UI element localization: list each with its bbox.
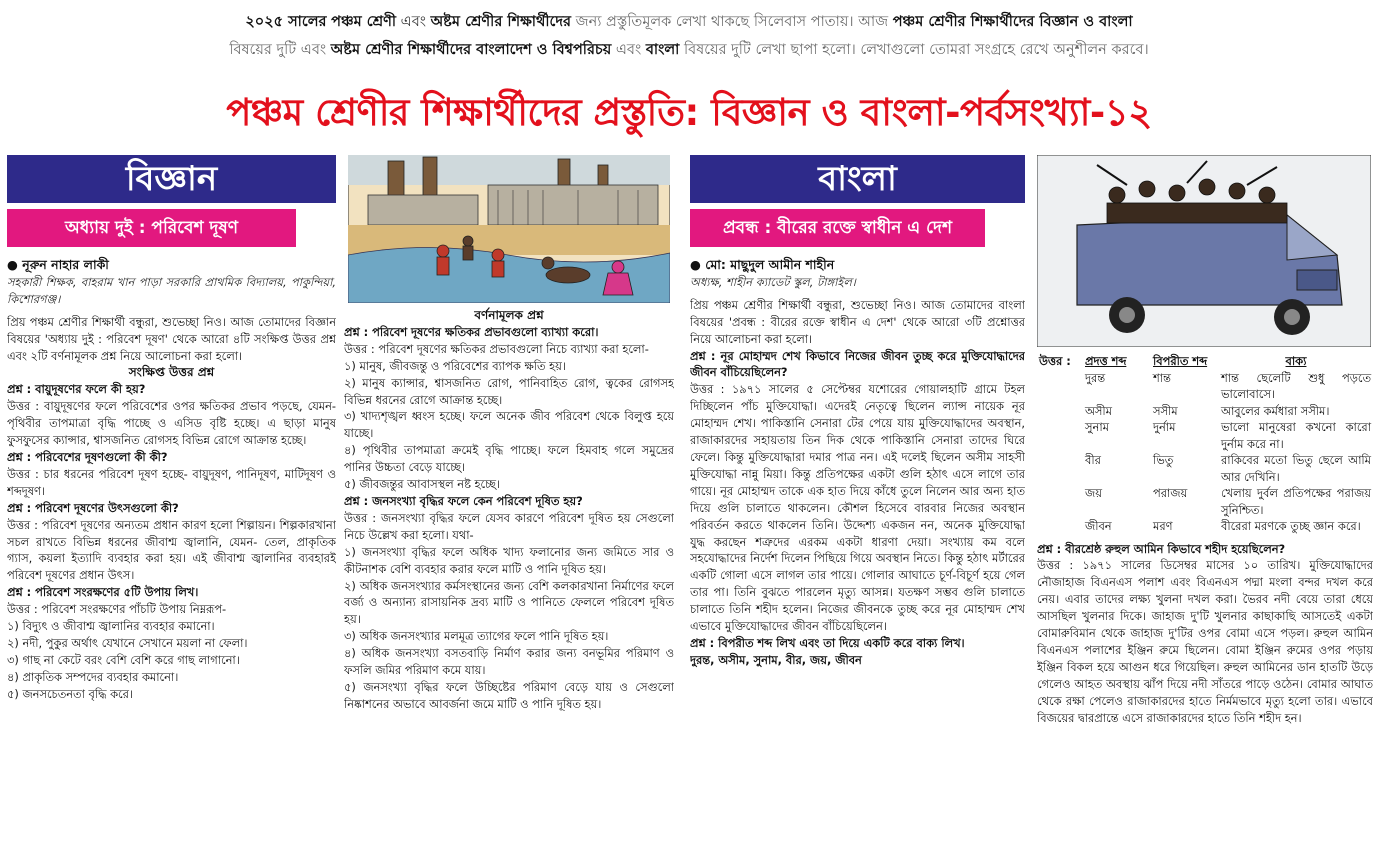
bangla-section-header: বাংলা	[690, 155, 1025, 203]
intro-text-1e: জন্য প্রস্তুতিমূলক লেখা থাকছে সিলেবাস পাতায়। আজ	[575, 14, 889, 30]
list-item: ২) নদী, পুকুর অর্থাৎ যেখানে সেখানে ময়লা না ফেলা।	[7, 635, 248, 650]
table-cell: বীরেরা মরণকে তুচ্ছ জ্ঞান করে।	[1221, 519, 1361, 533]
table-cell: আবুলের কর্মধারা সসীম।	[1221, 403, 1330, 418]
bangla-words: দুরন্ত, অসীম, সুনাম, বীর, জয়, জীবন	[690, 652, 862, 667]
table-cell: ভিতু	[1153, 453, 1174, 467]
bangla-intro: প্রিয় পঞ্চম শ্রেণীর শিক্ষার্থী বন্ধুরা, শুভেচ্ছা নিও। আজ তোমাদের বাংলা বিষয়ের 'প্রবন্ধ : বীরের রক্তে স্বাধীন এ দেশ' থেকে আরো ৩টি প্রশ্নোত্তর নিয়ে আলোচনা করা হলো।	[690, 297, 1025, 346]
pollution-illustration	[348, 155, 670, 303]
list-item: ৪) প্রাকৃতিক সম্পদের ব্যবহার কমানো।	[7, 669, 179, 684]
descriptive-answer-2: উত্তর : জনসংখ্যা বৃদ্ধির ফলে যেসব কারণে পরিবেশ দূষিত হয় সেগুলো নিচে উল্লেখ করা হলো। যথা-	[344, 510, 674, 542]
science-section-header: বিজ্ঞান	[7, 155, 336, 203]
table-row	[1037, 370, 1373, 403]
intro-text-1b: পঞ্চম শ্রেণী	[331, 14, 397, 30]
intro-line-1	[0, 8, 1378, 36]
list-item: ৪) অধিক জনসংখ্যা বসতবাড়ি নির্মাণ করার জন্য বনভূমির পরিমাণ ও ফসলি জমির পরিমাণ কমে যায়।	[344, 646, 674, 678]
descriptive-column	[344, 155, 674, 844]
science-chapter-header: অধ্যায় দুই : পরিবেশ দূষণ	[7, 209, 296, 247]
table-cell: শান্ত ছেলেটি শুধু পড়তে ভালোবাসে।	[1221, 370, 1371, 401]
table-cell: বীর	[1085, 453, 1101, 467]
science-question-2: প্রশ্ন : পরিবেশের দূষণগুলো কী কী?	[7, 449, 168, 464]
table-cell: রাকিবের মতো ভিতু ছেলে আমি আর দেখিনি।	[1221, 453, 1371, 484]
science-intro: প্রিয় পঞ্চম শ্রেণীর শিক্ষার্থী বন্ধুরা, শুভেচ্ছা নিও। আজ তোমাদের বিজ্ঞান বিষয়ের 'অধ্যায় দুই : পরিবেশ দূষণ' থেকে আরো ৪টি সংক্ষিপ্ত উত্তর প্রশ্ন এবং ২টি বর্ণনামূলক প্রশ্ন নিয়ে আলোচনা করা হলো।	[7, 314, 336, 363]
table-row	[1037, 403, 1373, 420]
table-cell: খেলায় দুর্বল প্রতিপক্ষের পরাজয় সুনিশ্চিত।	[1221, 486, 1371, 517]
table-cell: পরাজয়	[1153, 486, 1188, 500]
intro-text-1c: এবং	[400, 14, 427, 30]
table-row	[1037, 419, 1373, 452]
intro-text-2b: অষ্টম শ্রেণীর শিক্ষার্থীদের বাংলাদেশ ও বিশ্বপরিচয়	[330, 42, 612, 58]
list-item: ৫) জনসচেতনতা বৃদ্ধি করে।	[7, 686, 133, 701]
list-item: ১) মানুষ, জীবজন্তু ও পরিবেশের ব্যাপক ক্ষতি হয়।	[344, 358, 566, 373]
bangla-answer-1: উত্তর : ১৯৭১ সালের ৫ সেপ্টেম্বর যশোরের গোয়ালহাটি গ্রামে টহল দিচ্ছিলেন পাঁচ মুক্তিযোদ্ধা। এদেরই নেতৃত্বে ছিলেন ল্যান্স নায়েক নূর মোহাম্মদ শেখ। পাকিস্তানি সেনারা টের পেয়ে যায় মুক্তিযোদ্ধাদের অবস্থান, রাজাকারদের সহায়তায় তিন দিক থেকে পাকিস্তানি সেনারা তাদের ঘিরে ফেলে। কিন্তু মুক্তিযোদ্ধারা দমার পাত্র নন। এই দলেই ছিলেন অসীম সাহসী মুক্তিযোদ্ধা নান্নু মিয়া। কিন্তু প্রতিপক্ষের একটা গুলি হঠাৎ এসে লাগে তার গায়ে। নূর মোহাম্মদ তাকে এক হাত দিয়ে কাঁধে তুলে নিলেন আর অন্য হাত দিয়ে গুলি চালাতে থাকলেন। কৌশল হিসেবে বারবার নিজের অবস্থান পরিবর্তন করতে থাকলেন তিনি। উদ্দেশ্য একজন নন, অনেক মুক্তিযোদ্ধা যুদ্ধ করছেন শত্রুদের এরকম একটা ধারণা দেয়া। সংখ্যায় কম বলে সহযোদ্ধাদের নির্দেশ দিলেন পিছিয়ে গিয়ে অবস্থান নিতে। কিন্তু হঠাৎ মর্টারের একটি গোলা এসে লাগল তার পায়ে। গোলার আঘাতে চূর্ণ-বিচূর্ণ হয়ে গেল তার পা। তিনি বুঝতে পারলেন মৃত্যু আসন্ন। যতক্ষণ সম্ভব গুলি চালাতে চালাতে তিনি শহীদ হলেন। নিজের জীবনকে তুচ্ছ করে নূর মোহাম্মদ শেখ এভাবে মুক্তিযোদ্ধাদের জীবন বাঁচিয়েছিলেন।	[690, 382, 1025, 634]
table-cell: সসীম	[1153, 403, 1178, 418]
table-cell: অসীম	[1085, 403, 1112, 418]
antonym-answer-3: উত্তর : ১৯৭১ সালের ডিসেম্বর মাসের ১০ তারিখ। মুক্তিযোদ্ধাদের নৌজাহাজ বিএনএস পলাশ এবং বিএনএস পদ্মা মংলা বন্দর দখল করে নেয়। এবার তাদের লক্ষ্য খুলনা দখল করা। ভৈরব নদী বেয়ে তারা ধেয়ে আসছিল খুলনার দিকে। জাহাজ দু'টি খুলনার কাছাকাছি আসতেই একটা বোমারুবিমান থেকে জাহাজ দু'টির ওপর বোমা এসে পড়ল। রুহুল আমিন বিএনএস পলাশের ইঞ্জিন রুমে ছিলেন। বোমা ইঞ্জিন রুমের ওপর পড়ায় ইঞ্জিন বিকল হয়ে আগুন ধরে গিয়েছিল। রুহুল আমিনের ডান হাতটি উড়ে গেলেও আহত অবস্থায় ঝাঁপ দিয়ে নদী সাঁতরে পাড়ে ওঠেন। বোমার আঘাত থেকে রক্ষা পেলেও রাজাকারদের হাতে নির্মমভাবে মৃত্যু হলো তার। এভাবে বিজয়ের দ্বারপ্রান্তে এসে রাজাকারদের হাতে তিনি শহীদ হন।	[1037, 558, 1373, 725]
antonym-header-given: প্রদত্ত শব্দ	[1085, 354, 1127, 368]
science-answer-3: উত্তর : পরিবেশ দূষণের অন্যতম প্রধান কারণ হলো শিল্পায়ন। শিল্পকারখানা সচল রাখতে বিভিন্ন ধরনের জীবাশ্ম জ্বালানি, যেমন- তেল, প্রাকৃতিক গ্যাস, কয়লা ইত্যাদি ব্যবহার করা হয়। এই জীবাশ্ম জ্বালানির ব্যবহারই পরিবেশ দূষণের প্রধান উৎস।	[7, 517, 336, 583]
intro-text	[0, 8, 1378, 64]
table-cell: ভালো মানুষেরা কখনো কারো দুর্নাম করে না।	[1221, 420, 1371, 451]
descriptive-heading: বর্ণনামূলক প্রশ্ন	[474, 308, 544, 322]
antonym-header-sentence: বাক্য	[1285, 354, 1307, 368]
intro-text-2d: বাংলা	[645, 42, 680, 58]
bangla-question-1: প্রশ্ন : নূর মোহাম্মদ শেখ কিভাবে নিজের জীবন তুচ্ছ করে মুক্তিযোদ্ধাদের জীবন বাঁচিয়েছিলেন?	[690, 348, 1025, 380]
antonym-column	[1037, 155, 1373, 844]
table-cell: জয়	[1085, 486, 1102, 500]
intro-text-1a: ২০২৫ সালের	[245, 14, 327, 30]
bangla-chapter-header: প্রবন্ধ : বীরের রক্তে স্বাধীন এ দেশ	[690, 209, 985, 247]
descriptive-question-1: প্রশ্ন : পরিবেশ দূষণের ক্ষতিকর প্রভাবগুলো ব্যাখ্যা করো।	[344, 324, 599, 339]
science-author: ● নূরুন নাহার লাকী	[7, 257, 109, 272]
science-answer-4: উত্তর : পরিবেশ সংরক্ষণের পাঁচটি উপায় নিম্নরূপ-	[7, 602, 227, 617]
science-answer-2: উত্তর : চার ধরনের পরিবেশ দূষণ হচ্ছে- বায়ুদূষণ, পানিদূষণ, মাটিদূষণ ও শব্দদূষণ।	[7, 466, 336, 498]
antonym-question-3: প্রশ্ন : বীরশ্রেষ্ঠ রুহুল আমিন কিভাবে শহীদ হয়েছিলেন?	[1037, 541, 1286, 556]
intro-text-2c: এবং	[615, 42, 642, 58]
science-question-1: প্রশ্ন : বায়ুদূষণের ফলে কী হয়?	[7, 382, 146, 397]
list-item: ৫) জীবজন্তুর আবাসস্থল নষ্ট হচ্ছে।	[344, 477, 500, 492]
antonym-table	[1037, 353, 1373, 535]
science-answer-1: উত্তর : বায়ুদূষণের ফলে পরিবেশের ওপর ক্ষতিকর প্রভাব পড়ছে, যেমন- পৃথিবীর তাপমাত্রা বৃদ্ধি পাচ্ছে ও এসিড বৃষ্টি হচ্ছে। এ ছাড়া মানুষ ফুসফুসের ক্যান্সার, শ্বাসজনিত রোগসহ বিভিন্ন রোগে আক্রান্ত হচ্ছে।	[7, 399, 336, 448]
list-item: ৪) পৃথিবীর তাপমাত্রা ক্রমেই বৃদ্ধি পাচ্ছে। ফলে হিমবাহ গলে সমুদ্রের পানির উচ্চতা বেড়ে যাচ্ছে।	[344, 443, 674, 475]
science-author-role: সহকারী শিক্ষক, বাহরাম খান পাড়া সরকারি প্রাথমিক বিদ্যালয়, পাকুন্দিয়া, কিশোরগঞ্জ।	[7, 274, 336, 306]
antonym-answer-label: উত্তর :	[1039, 354, 1071, 368]
list-item: ১) জনসংখ্যা বৃদ্ধির ফলে অধিক খাদ্য ফলানোর জন্য জমিতে সার ও কীটনাশক বেশি ব্যবহার করার ফলে মাটি ও পানি দূষিত হয়।	[344, 544, 674, 576]
list-item: ২) মানুষ ক্যান্সার, শ্বাসজনিত রোগ, পানিবাহিত রোগ, ত্বকের রোগসহ বিভিন্ন ধরনের রোগে আক্রান্ত হচ্ছে।	[344, 375, 674, 407]
page-headline: পঞ্চম শ্রেণীর শিক্ষার্থীদের প্রস্তুতি: বিজ্ঞান ও বাংলা-পর্বসংখ্যা-১২	[226, 91, 1152, 134]
descriptive-answer-1: উত্তর : পরিবেশ দূষণের ক্ষতিকর প্রভাবগুলো নিচে ব্যাখ্যা করা হলো-	[344, 341, 649, 356]
antonym-header-opposite: বিপরীত শব্দ	[1153, 354, 1208, 368]
list-item: ৩) গাছ না কেটে বরং বেশি বেশি করে গাছ লাগানো।	[7, 652, 240, 667]
science-question-4: প্রশ্ন : পরিবেশ সংরক্ষণের ৫টি উপায় লিখ।	[7, 585, 199, 600]
list-item: ৩) অধিক জনসংখ্যার মলমূত্র ত্যাগের ফলে পানি দূষিত হয়।	[344, 629, 609, 644]
table-cell: দুর্নাম	[1153, 420, 1176, 434]
table-cell: সুনাম	[1085, 420, 1109, 434]
short-questions-heading: সংক্ষিপ্ত উত্তর প্রশ্ন	[128, 365, 215, 380]
list-item: ২) অধিক জনসংখ্যার কর্মসংস্থানের জন্য বেশি কলকারখানা নির্মাণের ফলে বর্জ্য ও অন্যান্য রাসায়নিক দ্রব্য মাটি ও পানিতে ফেললে পরিবেশ দূষিত হয়।	[344, 578, 674, 627]
war-truck-illustration	[1037, 155, 1371, 347]
intro-text-2a: বিষয়ের দুটি এবং	[229, 42, 327, 58]
table-cell: দুরন্ত	[1085, 370, 1106, 385]
list-item: ১) বিদ্যুৎ ও জীবাশ্ম জ্বালানির ব্যবহার কমানো।	[7, 619, 215, 634]
science-column	[7, 155, 336, 844]
bangla-author: ● মো: মাছুদুল আমীন শাহীন	[690, 257, 835, 272]
table-row	[1037, 485, 1373, 518]
science-question-3: প্রশ্ন : পরিবেশ দূষণের উৎসগুলো কী?	[7, 500, 179, 515]
descriptive-question-2: প্রশ্ন : জনসংখ্যা বৃদ্ধির ফলে কেন পরিবেশ দূষিত হয়?	[344, 493, 583, 508]
intro-line-2	[0, 36, 1378, 64]
intro-text-2e: বিষয়ের দুটি লেখা ছাপা হলো। লেখাগুলো তোমরা সংগ্রহে রেখে অনুশীলন করবে।	[684, 42, 1149, 58]
list-item: ৩) খাদ্যশৃঙ্খল ধ্বংস হচ্ছে। ফলে অনেক জীব পরিবেশ থেকে বিলুপ্ত হয়ে যাচ্ছে।	[344, 409, 674, 441]
bangla-author-role: অধ্যক্ষ, শাহীন ক্যাডেট স্কুল, টাঙ্গাইল।	[690, 274, 856, 289]
table-row	[1037, 353, 1373, 370]
table-cell: মরণ	[1153, 519, 1173, 533]
table-row	[1037, 518, 1373, 535]
list-item: ৫) জনসংখ্যা বৃদ্ধির ফলে উচ্ছিষ্টের পরিমাণ বেড়ে যায় ও সেগুলো নিষ্কাশনের অভাবে আবর্জনা জমে মাটি ও পানি দূষিত হয়।	[344, 679, 674, 711]
table-cell: শান্ত	[1153, 370, 1171, 385]
table-row	[1037, 452, 1373, 485]
intro-text-1d: অষ্টম শ্রেণীর শিক্ষার্থীদের	[430, 14, 571, 30]
intro-text-1f: পঞ্চম শ্রেণীর শিক্ষার্থীদের বিজ্ঞান ও বাংলা	[892, 14, 1133, 30]
table-cell: জীবন	[1085, 519, 1112, 533]
bangla-question-2: প্রশ্ন : বিপরীত শব্দ লিখ এবং তা দিয়ে একটি করে বাক্য লিখ।	[690, 635, 965, 650]
bangla-column	[690, 155, 1025, 844]
